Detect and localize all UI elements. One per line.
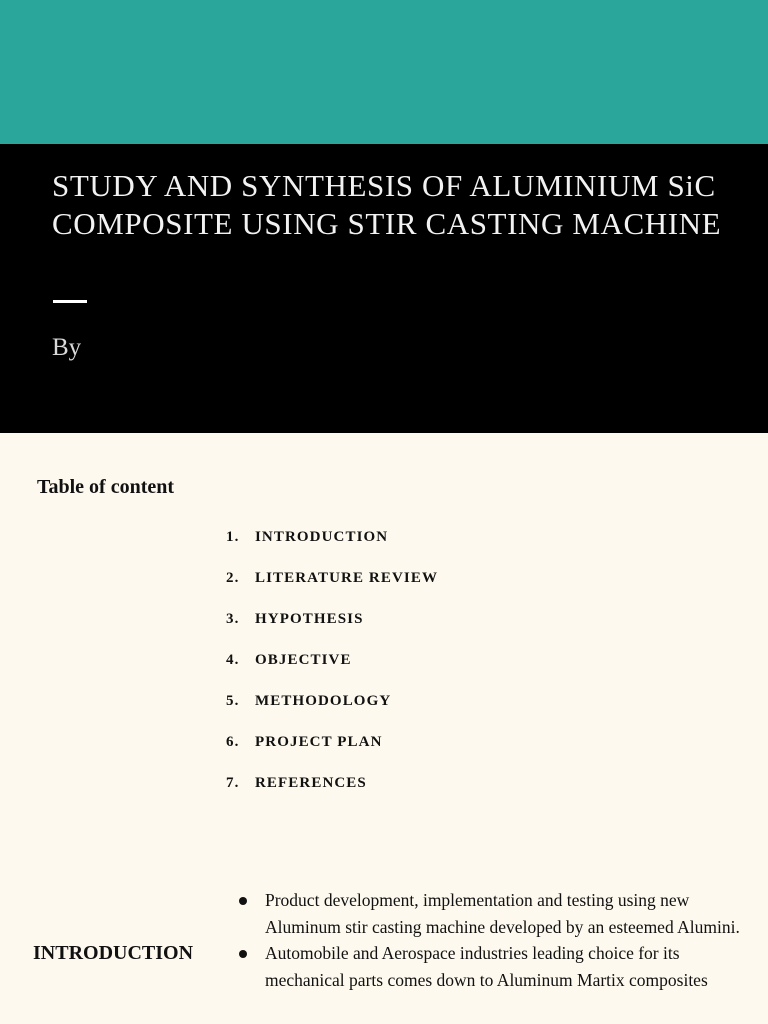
toc-item-label: HYPOTHESIS xyxy=(255,611,364,627)
toc-list xyxy=(226,529,438,816)
toc-item-number: 6. xyxy=(226,734,240,750)
toc-item-number: 4. xyxy=(226,652,240,668)
introduction-bullets xyxy=(237,887,757,993)
toc-item-objective xyxy=(226,652,438,693)
toc-item-number: 1. xyxy=(226,529,240,545)
toc-item-number: 5. xyxy=(226,693,240,709)
bullet-text: Automobile and Aerospace industries leading choice for its mechanical parts comes down to Aluminum Martix composites xyxy=(265,943,708,990)
toc-item-methodology xyxy=(226,693,438,734)
teal-header-band xyxy=(0,0,768,144)
title-divider xyxy=(53,300,87,303)
toc-heading: Table of content xyxy=(37,476,175,498)
title-slide xyxy=(0,144,768,433)
bullet-icon xyxy=(239,950,247,958)
toc-item-references xyxy=(226,775,438,816)
byline: By xyxy=(52,334,82,361)
toc-item-label: INTRODUCTION xyxy=(255,529,389,545)
toc-item-label: REFERENCES xyxy=(255,775,367,791)
toc-item-number: 3. xyxy=(226,611,240,627)
document-title: STUDY AND SYNTHESIS OF ALUMINIUM SiC COMPOSITE USING STIR CASTING MACHINE xyxy=(52,168,722,241)
toc-item-number: 7. xyxy=(226,775,240,791)
toc-item-label: PROJECT PLAN xyxy=(255,734,383,750)
toc-item-project-plan xyxy=(226,734,438,775)
introduction-heading: INTRODUCTION xyxy=(33,942,194,964)
toc-item-label: LITERATURE REVIEW xyxy=(255,570,439,586)
table-of-content-slide xyxy=(0,433,768,1024)
toc-item-number: 2. xyxy=(226,570,240,586)
toc-item-literature-review xyxy=(226,570,438,611)
bullet-text: Product development, implementation and testing using new Aluminum stir casting machine developed by an esteemed Alumini. xyxy=(265,890,740,937)
list-item xyxy=(237,887,757,940)
toc-item-label: OBJECTIVE xyxy=(255,652,352,668)
bullet-icon xyxy=(239,897,247,905)
toc-item-hypothesis xyxy=(226,611,438,652)
toc-item-label: METHODOLOGY xyxy=(255,693,392,709)
list-item xyxy=(237,940,757,993)
toc-item-introduction xyxy=(226,529,438,570)
